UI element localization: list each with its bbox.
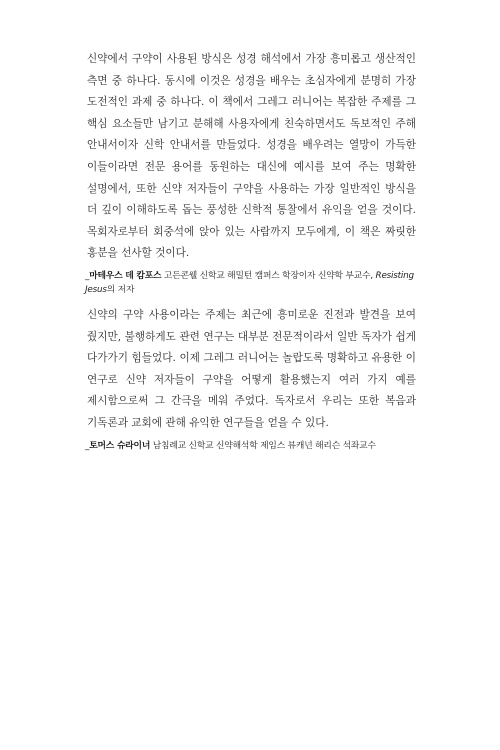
endorser-book-title: Resisting Jesus [85,270,414,295]
attribution-dash: _ [85,440,90,451]
endorser-name: 마테우스 데 캄포스 [89,270,162,281]
endorser-title-suffix: 의 저자 [106,284,135,295]
endorsement-text: 신약의 구약 사용이라는 주제는 최근에 흥미로운 진전과 발견을 보여 줬지만, 불행하게도 관련 연구는 대부분 전문적이라서 일반 독자가 쉽게 다가가기 힘들었다. 이제 그레그 러니어는 놀랍도록 명확하고 유용한 이 연구로 신약 저자들이 구약을 어떻게 활용했는지 여러 가지 예를 제시함으로써 그 간극을 메워 주었다. 독자로서 우리는 또한 복음과 기독론과 교회에 관해 유익한 연구들을 얻을 수 있다. [87,309,416,429]
endorsement-campos [87,49,416,297]
endorser-name: 토머스 슈라이너 [89,440,151,451]
endorser-title [150,441,376,451]
endorsement-attribution [85,269,416,297]
endorsement-text: 신약에서 구약이 사용된 방식은 성경 해석에서 가장 흥미롭고 생산적인 측면 중 하나다. 동시에 이것은 성경을 배우는 초심자에게 분명히 가장 도전적인 과제 중 하나다. 이 책에서 그레그 러니어는 복잡한 주제를 그 핵심 요소들만 남기고 분해해 사용자에게 친숙하면서도 독보적인 주해 안내서이자 신학 안내서를 만들었다. 성경을 배우려는 열망이 가득한 이들이라면 전문 용어를 동원하는 대신에 예시를 보여 주는 명확한 설명에서, 또한 신약 저자들이 구약을 사용하는 가장 일반적인 방식을 더 깊이 이해하도록 돕는 풍성한 신학적 통찰에서 유익을 얻을 것이다. 목회자로부터 회중석에 앉아 있는 사람까지 모두에게, 이 책은 짜릿한 홍분을 선사할 것이다. [87,53,416,260]
endorsement-schreiner [87,305,416,453]
endorser-title-text: 남침례교 신학교 신약해석학 제임스 뷰캐넌 해리슨 석좌교수 [150,440,376,451]
endorser-title-text: 고든콘웰 신학교 해밀턴 캠퍼스 학장이자 신약학 부교수, [161,270,376,281]
endorsement-attribution [85,439,416,453]
attribution-dash: _ [85,270,90,281]
